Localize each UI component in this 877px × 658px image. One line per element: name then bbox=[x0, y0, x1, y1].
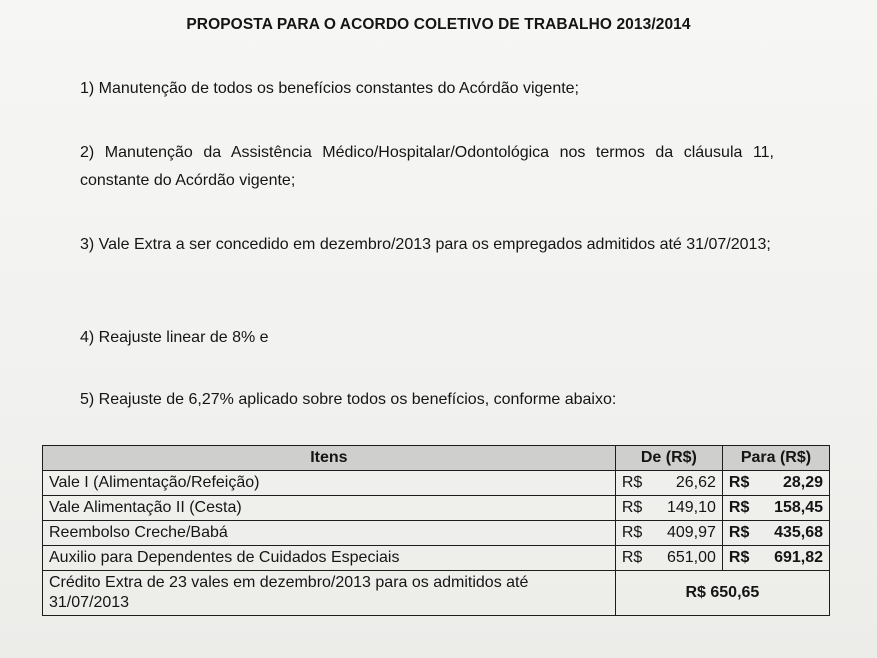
row-label: Reembolso Creche/Babá bbox=[43, 521, 616, 546]
currency-symbol: R$ bbox=[615, 496, 644, 521]
row-label: Auxilio para Dependentes de Cuidados Especiais bbox=[43, 546, 616, 571]
header-from: De (R$) bbox=[615, 446, 722, 471]
table-row bbox=[43, 496, 830, 521]
currency-symbol: R$ bbox=[615, 546, 644, 571]
value-from: 409,97 bbox=[644, 521, 722, 546]
proposal-item-3: 3) Vale Extra a ser concedido em dezembro/2013 para os empregados admitidos até 31/07/2013; bbox=[80, 236, 771, 253]
row-label: Vale Alimentação II (Cesta) bbox=[43, 496, 616, 521]
table-row bbox=[43, 546, 830, 571]
value-to: 158,45 bbox=[751, 496, 829, 521]
table-row bbox=[43, 521, 830, 546]
extra-credit-label: Crédito Extra de 23 vales em dezembro/2013 para os admitidos até 31/07/2013 bbox=[43, 571, 616, 616]
proposal-item-4: 4) Reajuste linear de 8% e bbox=[80, 329, 269, 346]
header-items: Itens bbox=[43, 446, 616, 471]
document-title: PROPOSTA PARA O ACORDO COLETIVO DE TRABALHO 2013/2014 bbox=[186, 16, 691, 33]
extra-credit-value: R$ 650,65 bbox=[615, 571, 829, 616]
value-from: 26,62 bbox=[644, 471, 722, 496]
currency-symbol: R$ bbox=[615, 521, 644, 546]
proposal-item-1: 1) Manutenção de todos os benefícios constantes do Acórdão vigente; bbox=[80, 80, 579, 97]
currency-symbol: R$ bbox=[722, 496, 751, 521]
currency-symbol: R$ bbox=[722, 471, 751, 496]
header-to: Para (R$) bbox=[722, 446, 829, 471]
proposal-item-2: 2) Manutenção da Assistência Médico/Hospitalar/Odontológica nos termos da cláusula 11, constante do Acórdão vigente; bbox=[80, 144, 774, 189]
table-row bbox=[43, 471, 830, 496]
currency-symbol: R$ bbox=[722, 521, 751, 546]
table-header-row bbox=[43, 446, 830, 471]
value-to: 691,82 bbox=[751, 546, 829, 571]
currency-symbol: R$ bbox=[615, 471, 644, 496]
currency-symbol: R$ bbox=[722, 546, 751, 571]
table-row-extra bbox=[43, 571, 830, 616]
value-from: 651,00 bbox=[644, 546, 722, 571]
value-from: 149,10 bbox=[644, 496, 722, 521]
proposal-item-5: 5) Reajuste de 6,27% aplicado sobre todos os benefícios, conforme abaixo: bbox=[80, 391, 617, 408]
value-to: 435,68 bbox=[751, 521, 829, 546]
value-to: 28,29 bbox=[751, 471, 829, 496]
benefits-table bbox=[42, 445, 830, 616]
row-label: Vale I (Alimentação/Refeição) bbox=[43, 471, 616, 496]
